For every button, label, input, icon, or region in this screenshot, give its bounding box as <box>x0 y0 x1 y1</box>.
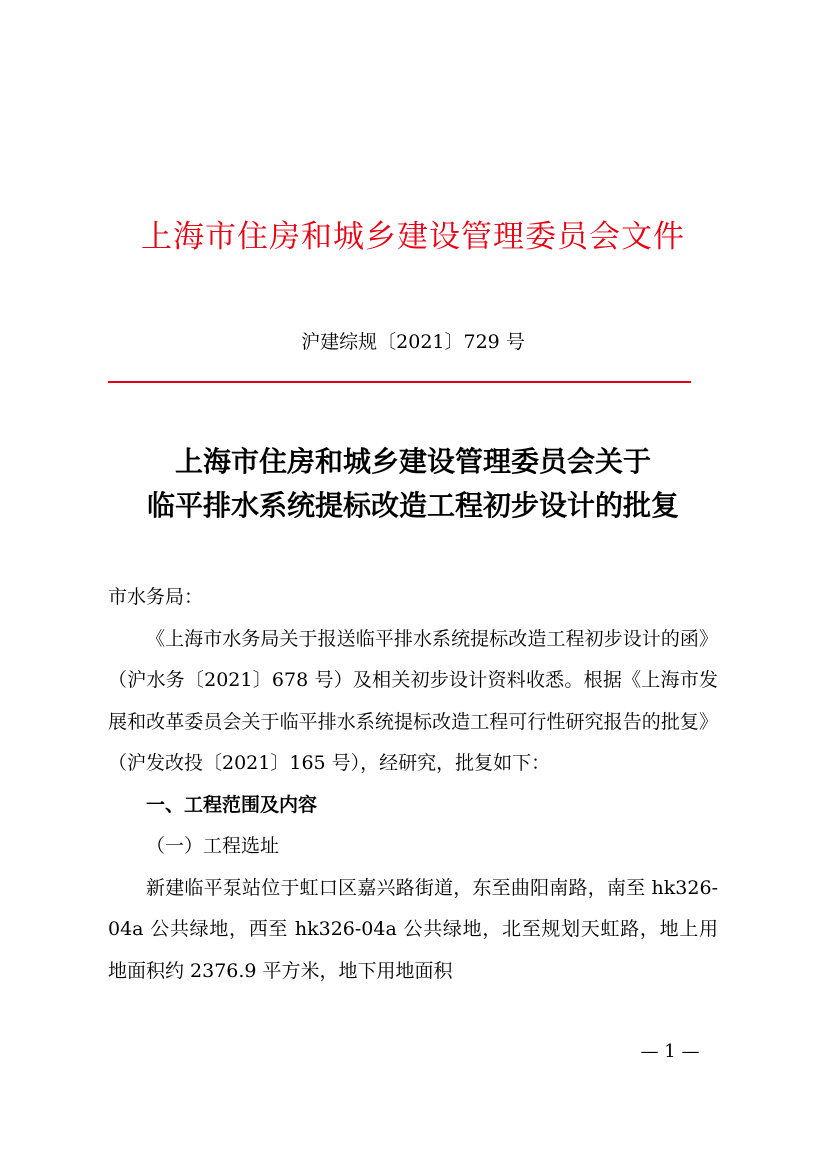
paragraph-intro: 《上海市水务局关于报送临平排水系统提标改造工程初步设计的函》（沪水务〔2021〕678 号）及相关初步设计资料收悉。根据《上海市发展和改革委员会关于临平排水系统提标改造工程可行性研究报告的批复》（沪发改投〔2021〕165 号），经研究，批复如下： <box>108 627 718 774</box>
document-number: 沪建综规〔2021〕729 号 <box>301 331 525 353</box>
section-heading-1: 一、工程范围及内容 <box>146 793 318 816</box>
title-line-1: 上海市住房和城乡建设管理委员会关于 <box>174 445 651 478</box>
page-number: — 1 — <box>640 1041 700 1062</box>
document-title <box>0 440 826 528</box>
subsection-heading-1: （一）工程选址 <box>146 835 280 857</box>
title-line-2: 临平排水系统提标改造工程初步设计的批复 <box>146 489 679 522</box>
masthead: 上海市住房和城乡建设管理委员会文件 <box>141 219 685 255</box>
addressee: 市水务局： <box>108 586 204 608</box>
document-body <box>108 577 718 992</box>
paragraph-site-location: 新建临平泵站位于虹口区嘉兴路街道，东至曲阳南路，南至 hk326-04a 公共绿地，西至 hk326-04a 公共绿地，北至规划天虹路，地上用地面积约 2376.9 平方米，地下用地面积 <box>108 876 718 982</box>
red-divider-line <box>108 381 691 383</box>
